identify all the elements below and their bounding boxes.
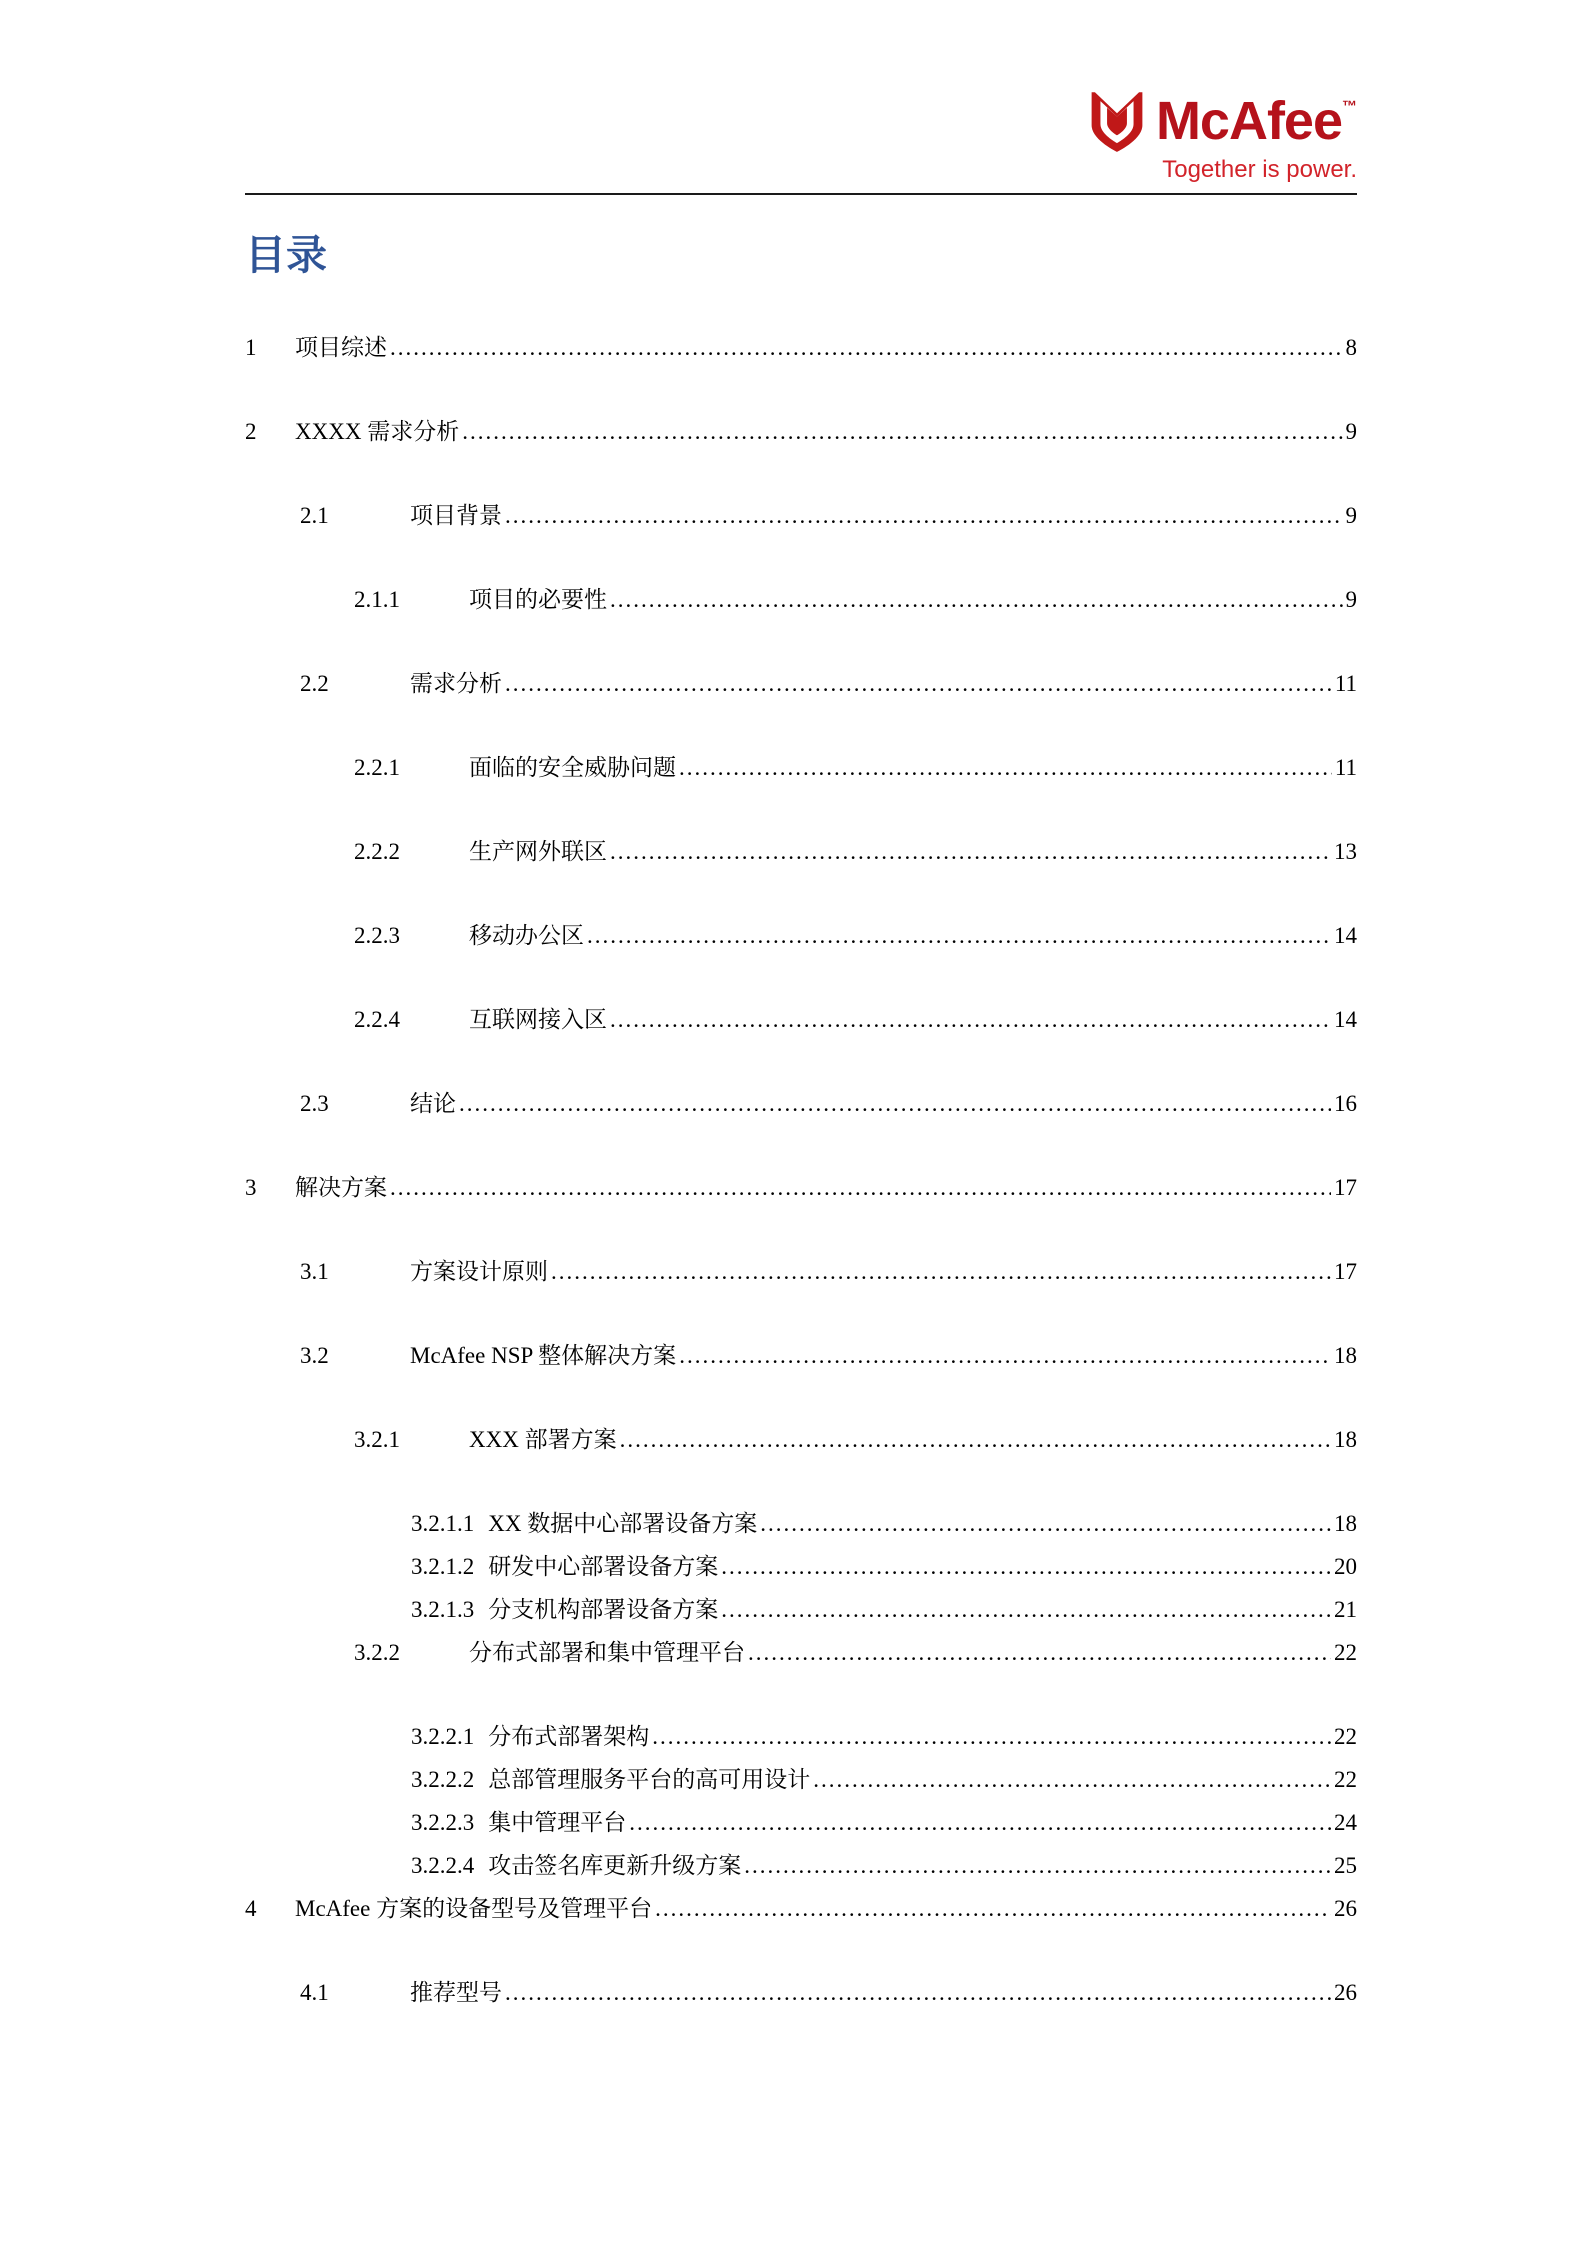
toc-entry-number: 2.1.1: [354, 587, 400, 612]
toc-entry-number: 3.2.2.1: [411, 1724, 475, 1749]
wordmark-mc: Mc: [1155, 90, 1229, 151]
toc-entry[interactable]: [245, 586, 1357, 613]
toc-entry-title: 生产网外联区: [469, 839, 607, 864]
page-header: [245, 0, 1357, 195]
wordmark-afee: Afee: [1228, 90, 1342, 151]
toc-leader-dots: [505, 670, 1332, 697]
toc-entry[interactable]: [245, 1510, 1357, 1537]
toc-heading: 目录: [245, 232, 327, 278]
toc-entry[interactable]: [245, 1979, 1357, 2006]
toc-page-number: 17: [1334, 1259, 1357, 1284]
toc-entry-number: 2.2.2: [354, 839, 400, 864]
toc-page-number: 16: [1334, 1091, 1357, 1116]
toc-entry[interactable]: [245, 1553, 1357, 1580]
toc-entry-title: 结论: [410, 1091, 456, 1116]
toc-entry-number: 2.1: [300, 503, 329, 528]
toc-entry-number: 3.2.1.3: [411, 1597, 475, 1622]
toc-entry[interactable]: [245, 1895, 1357, 1922]
toc-leader-dots: [760, 1510, 1331, 1537]
toc-entry[interactable]: [245, 922, 1357, 949]
toc-entry-number: 4: [245, 1896, 257, 1921]
toc-entry[interactable]: [245, 1809, 1357, 1836]
toc-entry-title: 解决方案: [295, 1175, 387, 1200]
toc-leader-dots: [679, 754, 1332, 781]
toc-leader-dots: [390, 334, 1343, 361]
toc-leader-dots: [610, 1006, 1331, 1033]
toc-page-number: 18: [1334, 1427, 1357, 1452]
toc-page-number: 26: [1334, 1896, 1357, 1921]
toc-entry-number: 2.3: [300, 1091, 329, 1116]
toc-page-number: 26: [1334, 1980, 1357, 2005]
toc-entry[interactable]: [245, 1723, 1357, 1750]
toc-entry-number: 2.2.4: [354, 1007, 400, 1032]
toc-page-number: 21: [1334, 1597, 1357, 1622]
mcafee-tagline: Together is power.: [1162, 155, 1357, 183]
toc-entry-number: 2.2.1: [354, 755, 400, 780]
toc-entry-title: 项目背景: [410, 503, 502, 528]
toc-entry-title: 方案设计原则: [410, 1259, 548, 1284]
toc-page-number: 24: [1334, 1810, 1357, 1835]
toc-leader-dots: [652, 1723, 1331, 1750]
toc-leader-dots: [721, 1553, 1331, 1580]
toc-entry-title: XX 数据中心部署设备方案: [488, 1511, 758, 1536]
toc-leader-dots: [655, 1895, 1331, 1922]
toc-entry-number: 3.2: [300, 1343, 329, 1368]
toc-page-number: 8: [1345, 335, 1357, 360]
toc-entry[interactable]: [245, 334, 1357, 361]
toc-leader-dots: [679, 1342, 1331, 1369]
toc-leader-dots: [610, 586, 1343, 613]
toc-leader-dots: [587, 922, 1331, 949]
toc-leader-dots: [813, 1766, 1331, 1793]
toc-entry-title: 推荐型号: [410, 1980, 502, 2005]
toc-entry-number: 2.2: [300, 671, 329, 696]
mcafee-shield-icon: [1088, 89, 1146, 153]
toc-page-number: 25: [1334, 1853, 1357, 1878]
toc-entry-title: 分布式部署架构: [488, 1724, 650, 1749]
toc-entry-number: 2: [245, 419, 257, 444]
toc-entry-number: 3.2.2.2: [411, 1767, 475, 1792]
toc-page-number: 13: [1334, 839, 1357, 864]
toc-leader-dots: [390, 1174, 1331, 1201]
toc-entry[interactable]: [245, 1090, 1357, 1117]
toc-page-number: 22: [1334, 1640, 1357, 1665]
toc-entry[interactable]: [245, 502, 1357, 529]
toc-entry-title: 研发中心部署设备方案: [488, 1554, 719, 1579]
toc-entry-title: McAfee NSP 整体解决方案: [410, 1343, 677, 1368]
toc-leader-dots: [748, 1639, 1331, 1666]
toc-page-number: 14: [1334, 1007, 1357, 1032]
toc-entry[interactable]: [245, 1258, 1357, 1285]
toc-entry[interactable]: [245, 838, 1357, 865]
toc-entry-number: 3.2.1.2: [411, 1554, 475, 1579]
toc-leader-dots: [505, 502, 1343, 529]
toc-list: [245, 334, 1357, 2006]
toc-entry-number: 1: [245, 335, 257, 360]
toc-leader-dots: [629, 1809, 1331, 1836]
mcafee-wordmark: [1155, 90, 1357, 151]
toc-entry[interactable]: [245, 1006, 1357, 1033]
toc-leader-dots: [551, 1258, 1331, 1285]
toc-entry[interactable]: [245, 1596, 1357, 1623]
toc-entry[interactable]: [245, 1766, 1357, 1793]
toc-entry[interactable]: [245, 1852, 1357, 1879]
toc-entry[interactable]: [245, 754, 1357, 781]
toc-entry-number: 4.1: [300, 1980, 329, 2005]
toc-entry-number: 3.2.2.3: [411, 1810, 475, 1835]
toc-leader-dots: [620, 1426, 1331, 1453]
toc-entry-title: 分支机构部署设备方案: [488, 1597, 719, 1622]
toc-page-number: 18: [1334, 1343, 1357, 1368]
toc-entry-title: 项目的必要性: [469, 587, 607, 612]
toc-page-number: 9: [1345, 419, 1357, 444]
toc-page-number: 11: [1334, 671, 1357, 696]
toc-entry[interactable]: [245, 1174, 1357, 1201]
toc-entry[interactable]: [245, 670, 1357, 697]
toc-entry-title: 项目综述: [295, 335, 387, 360]
toc-leader-dots: [505, 1979, 1331, 2006]
toc-leader-dots: [610, 838, 1331, 865]
toc-entry-number: 3.2.2.4: [411, 1853, 475, 1878]
toc-entry-number: 3.2.1.1: [411, 1511, 475, 1536]
mcafee-logo: [1088, 89, 1357, 183]
toc-leader-dots: [721, 1596, 1331, 1623]
toc-page-number: 18: [1334, 1511, 1357, 1536]
toc-page-number: 9: [1345, 503, 1357, 528]
toc-entry-number: 3: [245, 1175, 257, 1200]
toc-entry-title: 互联网接入区: [469, 1007, 607, 1032]
toc-entry-title: 总部管理服务平台的高可用设计: [488, 1767, 811, 1792]
toc-entry[interactable]: [245, 1342, 1357, 1369]
toc-entry-title: 需求分析: [410, 671, 502, 696]
toc-page-number: 22: [1334, 1724, 1357, 1749]
toc-entry-number: 3.2.1: [354, 1427, 400, 1452]
toc-entry-title: 面临的安全威胁问题: [469, 755, 676, 780]
toc-entry-title: XXXX 需求分析: [295, 419, 460, 444]
toc-entry-title: 分布式部署和集中管理平台: [469, 1640, 745, 1665]
toc-page-number: 17: [1334, 1175, 1357, 1200]
toc-page-number: 9: [1345, 587, 1357, 612]
toc-leader-dots: [462, 418, 1342, 445]
toc-entry[interactable]: [245, 1426, 1357, 1453]
toc-leader-dots: [459, 1090, 1331, 1117]
toc-entry-number: 3.1: [300, 1259, 329, 1284]
toc-page-number: 20: [1334, 1554, 1357, 1579]
toc-page-number: 22: [1334, 1767, 1357, 1792]
toc-page-number: 14: [1334, 923, 1357, 948]
toc-entry-title: McAfee 方案的设备型号及管理平台: [295, 1896, 653, 1921]
toc-entry[interactable]: [245, 1639, 1357, 1666]
toc-entry-title: 移动办公区: [469, 923, 584, 948]
toc-page-number: 11: [1334, 755, 1357, 780]
toc-leader-dots: [744, 1852, 1331, 1879]
toc-entry-number: 2.2.3: [354, 923, 400, 948]
toc-entry-title: 集中管理平台: [488, 1810, 627, 1835]
trademark-symbol: ™: [1342, 97, 1357, 115]
toc-entry[interactable]: [245, 418, 1357, 445]
toc-entry-number: 3.2.2: [354, 1640, 400, 1665]
toc-entry-title: 攻击签名库更新升级方案: [488, 1853, 742, 1878]
toc-entry-title: XXX 部署方案: [469, 1427, 617, 1452]
